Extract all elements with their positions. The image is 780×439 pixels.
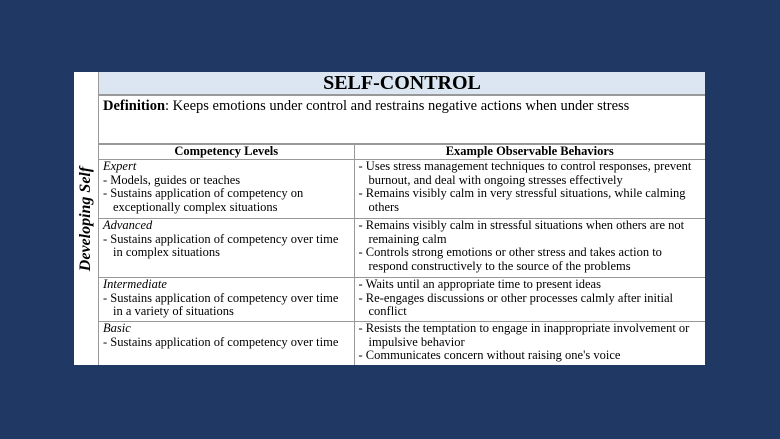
competency-item: - Sustains application of competency over time in a variety of situations: [103, 292, 350, 319]
page-title: SELF-CONTROL: [99, 72, 705, 96]
competency-table: [99, 144, 705, 365]
definition: [99, 96, 705, 144]
level-name: Advanced: [103, 218, 153, 232]
behavior-item: - Uses stress management techniques to control responses, prevent burnout, and deal with ongoing stresses effectively: [359, 160, 702, 187]
table-row: [99, 322, 705, 366]
table-header: [99, 145, 705, 160]
competency-sheet: [74, 72, 705, 365]
behavior-item: - Resists the temptation to engage in inappropriate involvement or impulsive behavior: [359, 322, 702, 349]
column-header-behaviors: Example Observable Behaviors: [354, 145, 705, 160]
table-row: [99, 160, 705, 219]
behavior-item: - Communicates concern without raising one's voice: [359, 349, 702, 363]
behavior-item: - Re-engages discussions or other processes calmly after initial conflict: [359, 292, 702, 319]
behavior-item: - Waits until an appropriate time to present ideas: [359, 278, 702, 292]
table-row: [99, 278, 705, 322]
definition-text: : Keeps emotions under control and restrains negative actions when under stress: [165, 98, 630, 114]
competency-item: - Sustains application of competency over time: [103, 336, 350, 350]
main-area: [99, 72, 705, 365]
side-label-cell: [74, 72, 99, 365]
side-label: Developing Self: [77, 166, 94, 271]
level-name: Expert: [103, 159, 137, 173]
level-name: Intermediate: [103, 277, 167, 291]
table-row: [99, 219, 705, 278]
definition-label: Definition: [103, 98, 166, 114]
behavior-item: - Remains visibly calm in stressful situations when others are not remaining calm: [359, 219, 702, 246]
level-name: Basic: [103, 321, 131, 335]
competency-item: - Sustains application of competency over time in complex situations: [103, 233, 350, 260]
behavior-item: - Remains visibly calm in very stressful situations, while calming others: [359, 187, 702, 214]
competency-item: - Sustains application of competency on exceptionally complex situations: [103, 187, 350, 214]
column-header-levels: Competency Levels: [99, 145, 354, 160]
behavior-item: - Controls strong emotions or other stress and takes action to respond constructively to the source of the problems: [359, 246, 702, 273]
competency-item: - Models, guides or teaches: [103, 174, 350, 188]
